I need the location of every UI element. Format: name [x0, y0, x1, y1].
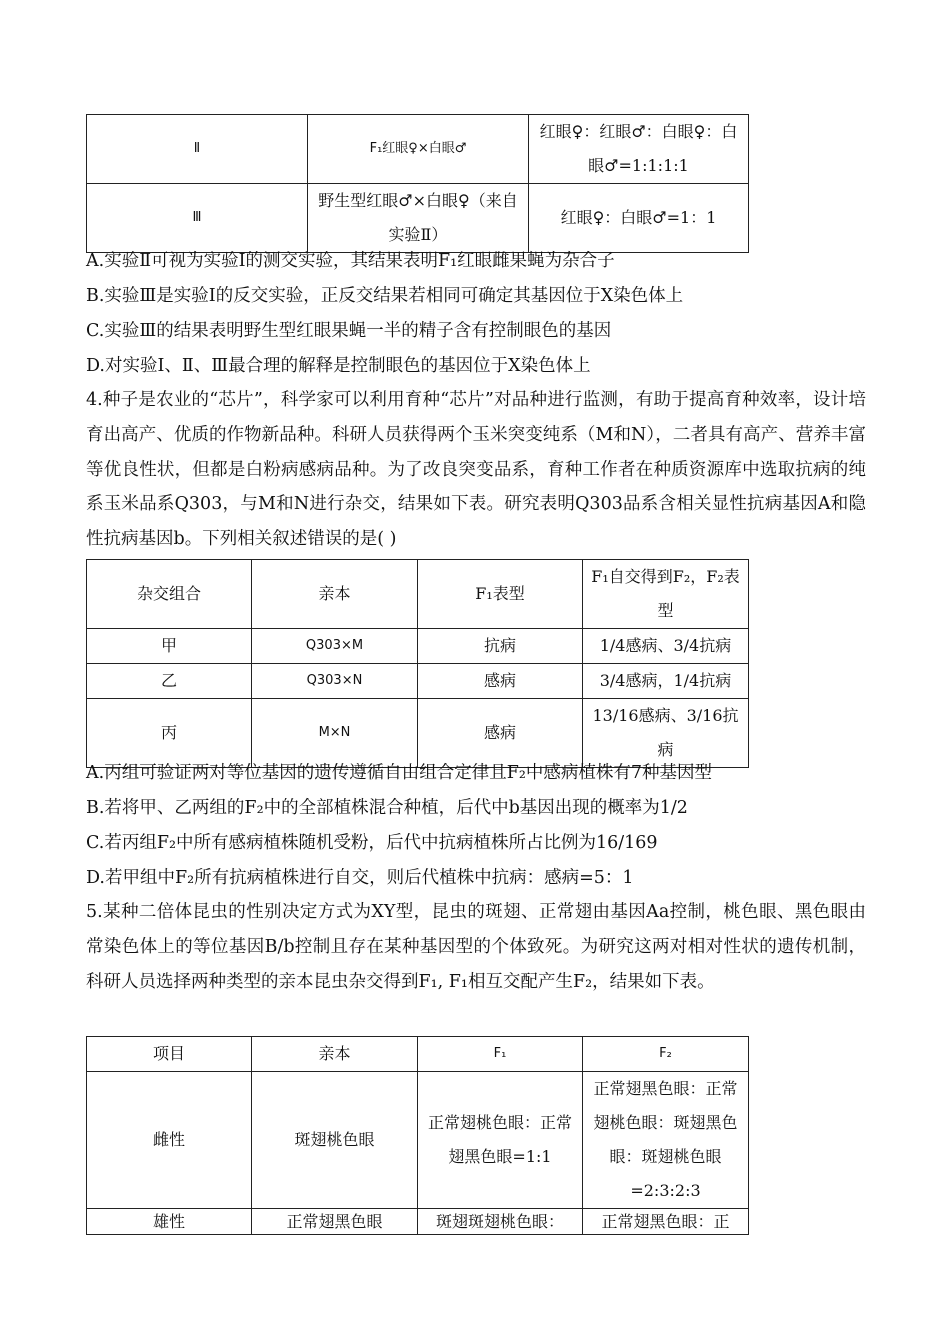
q4-option-c: C.若丙组F₂中所有感病植株随机受粉，后代中抗病植株所占比例为16/169	[86, 833, 658, 853]
table-cell: 感病	[418, 664, 583, 699]
table-row	[87, 115, 749, 184]
table-cell: 正常翅桃色眼：正常翅黑色眼=1:1	[418, 1072, 583, 1209]
table-cell: 感病	[418, 699, 583, 768]
table-row	[87, 1072, 749, 1209]
table-cell: 正常翅黑色眼：正	[583, 1209, 749, 1235]
q4-option-d: D.若甲组中F₂所有抗病植株进行自交，则后代植株中抗病：感病=5：1	[86, 868, 634, 888]
table-cell: 野生型红眼♂×白眼♀（来自实验Ⅱ）	[308, 184, 529, 253]
table-cell: 红眼♀：红眼♂：白眼♀：白眼♂=1:1:1:1	[529, 115, 749, 184]
q4-option-a: A.丙组可验证两对等位基因的遗传遵循自由组合定律且F₂中感病植株有7种基因型	[86, 763, 712, 783]
table-header: F₁自交得到F₂，F₂表型	[583, 560, 749, 629]
table-header: F₁表型	[418, 560, 583, 629]
table-header-row	[87, 1037, 749, 1072]
table-cell: F₁红眼♀×白眼♂	[308, 115, 529, 184]
table-cell: 雌性	[87, 1072, 252, 1209]
table-cell: Ⅲ	[87, 184, 308, 253]
q4-option-b: B.若将甲、乙两组的F₂中的全部植株混合种植，后代中b基因出现的概率为1/2	[86, 798, 688, 818]
table-cell: 乙	[87, 664, 252, 699]
table-header: 项目	[87, 1037, 252, 1072]
table-cell: Q303×N	[252, 664, 418, 699]
table-header: 杂交组合	[87, 560, 252, 629]
q3-option-c: C.实验Ⅲ的结果表明野生型红眼果蝇一半的精子含有控制眼色的基因	[86, 321, 612, 341]
table-cell: Q303×M	[252, 629, 418, 664]
table-header-row	[87, 560, 749, 629]
table-cell: 斑翅斑翅桃色眼：	[418, 1209, 583, 1235]
table-header: 亲本	[252, 560, 418, 629]
q3-option-d: D.对实验Ⅰ、Ⅱ、Ⅲ最合理的解释是控制眼色的基因位于X染色体上	[86, 356, 591, 376]
table-row	[87, 184, 749, 253]
q4-stem: 4.种子是农业的“芯片”，科学家可以利用育种“芯片”对品种进行监测，有助于提高育种效率，设计培育出高产、优质的作物新品种。科研人员获得两个玉米突变纯系（M和N），二者具有高产、营养丰富等优良性状，但都是白粉病感病品种。为了改良突变品系，育种工作者在种质资源库中选取抗病的纯系玉米品系Q303，与M和N进行杂交，结果如下表。研究表明Q303品系含相关显性抗病基因A和隐性抗病基因b。下列相关叙述错误的是( )	[86, 390, 866, 550]
table-header: 亲本	[252, 1037, 418, 1072]
table-cell: 正常翅黑色眼	[252, 1209, 418, 1235]
cross-result-table	[86, 559, 749, 768]
table-cell: 抗病	[418, 629, 583, 664]
table-row	[87, 664, 749, 699]
experiment-table	[86, 114, 749, 253]
table-header: F₂	[583, 1037, 749, 1072]
table-header: F₁	[418, 1037, 583, 1072]
table-cell: 雄性	[87, 1209, 252, 1235]
table-cell: 丙	[87, 699, 252, 768]
q5-stem: 5.某种二倍体昆虫的性别决定方式为XY型，昆虫的斑翅、正常翅由基因Aa控制，桃色眼、黑色眼由常染色体上的等位基因B/b控制且存在某种基因型的个体致死。为研究这两对相对性状的遗传机制，科研人员选择两种类型的亲本昆虫杂交得到F₁, F₁相互交配产生F₂，结果如下表。	[86, 902, 866, 992]
table-cell: 红眼♀：白眼♂=1：1	[529, 184, 749, 253]
table-cell: 3/4感病，1/4抗病	[583, 664, 749, 699]
table-cell: 甲	[87, 629, 252, 664]
table-cell: 1/4感病、3/4抗病	[583, 629, 749, 664]
q3-option-a: A.实验Ⅱ可视为实验Ⅰ的测交实验，其结果表明F₁红眼雌果蝇为杂合子	[86, 251, 615, 271]
insect-trait-table	[86, 1036, 749, 1235]
q3-option-b: B.实验Ⅲ是实验Ⅰ的反交实验，正反交结果若相同可确定其基因位于X染色体上	[86, 286, 684, 306]
table-cell: M×N	[252, 699, 418, 768]
table-row	[87, 1209, 749, 1235]
table-cell: 正常翅黑色眼：正常翅桃色眼：斑翅黑色眼：斑翅桃色眼=2:3:2:3	[583, 1072, 749, 1209]
table-cell: Ⅱ	[87, 115, 308, 184]
table-row	[87, 629, 749, 664]
table-cell: 斑翅桃色眼	[252, 1072, 418, 1209]
table-cell: 13/16感病、3/16抗病	[583, 699, 749, 768]
